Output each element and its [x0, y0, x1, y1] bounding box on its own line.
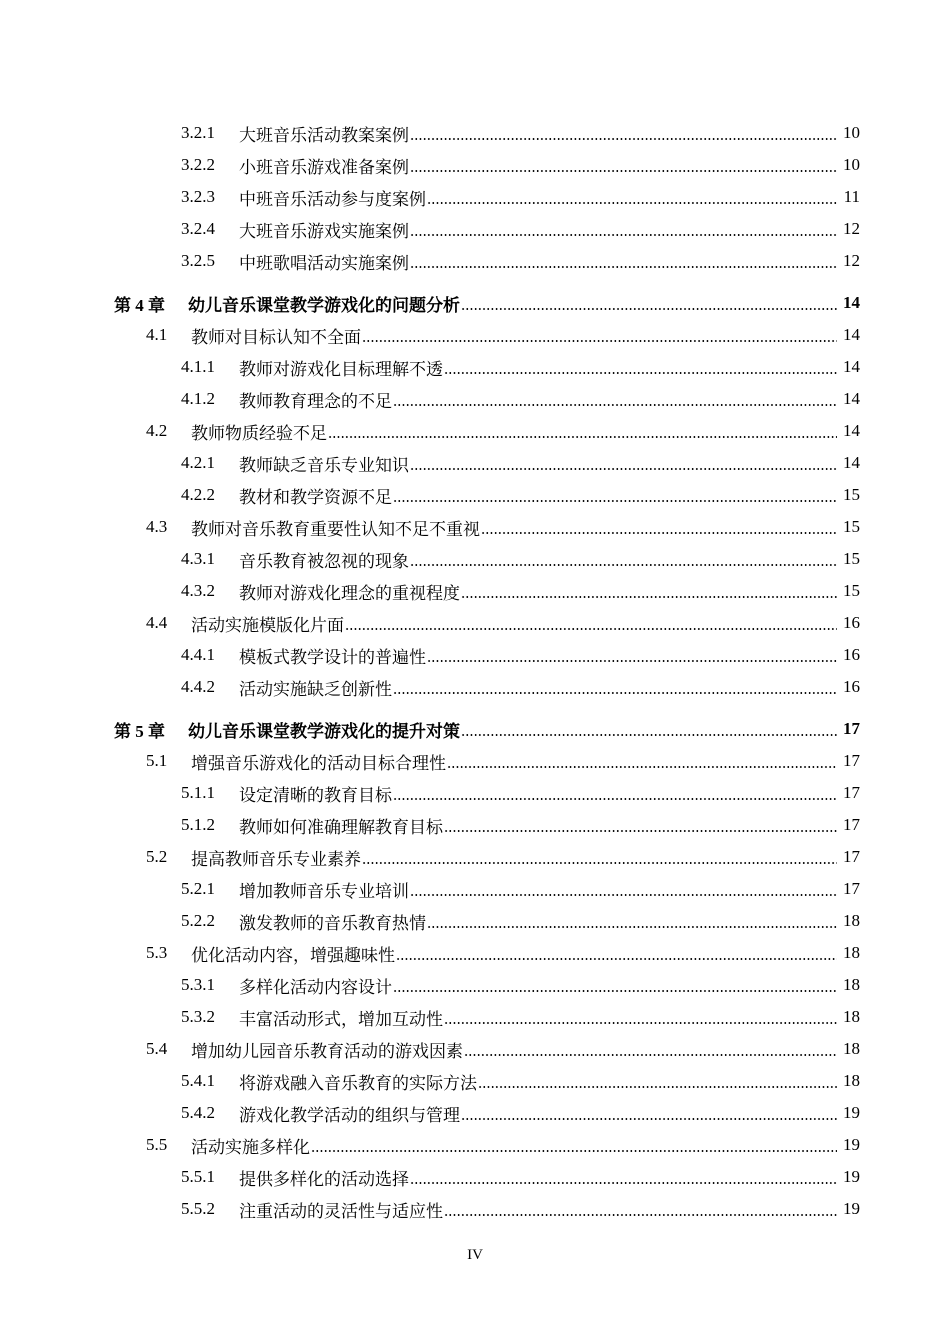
- toc-entry-page: 14: [843, 421, 860, 440]
- toc-entry-title: 活动实施模版化片面: [191, 615, 344, 635]
- toc-subsection-entry[interactable]: [0, 873, 950, 905]
- toc-entry-page: 18: [843, 1071, 860, 1090]
- toc-entry-number: 5.1: [146, 751, 168, 770]
- toc-dot-leader: [478, 1073, 837, 1089]
- toc-entry-title: 教材和教学资源不足: [239, 487, 392, 507]
- toc-entry-title: 提供多样化的活动选择: [239, 1169, 409, 1189]
- toc-entry-title: 增加教师音乐专业培训: [239, 881, 409, 901]
- toc-subsection-entry[interactable]: [0, 671, 950, 703]
- toc-entry-number: 4.4.2: [181, 677, 215, 696]
- toc-subsection-entry[interactable]: [0, 969, 950, 1001]
- toc-entry-number: 4.3: [146, 517, 168, 536]
- toc-entry-page: 17: [843, 783, 860, 802]
- toc-entry-page: 17: [843, 751, 860, 770]
- toc-section-entry[interactable]: [0, 1129, 950, 1161]
- toc-dot-leader: [444, 1009, 837, 1025]
- toc-entry-number: 5.3.2: [181, 1007, 215, 1026]
- toc-entry-number: 3.2.2: [181, 155, 215, 174]
- toc-entry-title: 提高教师音乐专业素养: [191, 849, 361, 869]
- toc-chapter-entry[interactable]: [0, 287, 950, 319]
- toc-entry-title: 教师对目标认知不全面: [191, 327, 361, 347]
- toc-entry-number: 4.3.2: [181, 581, 215, 600]
- toc-entry-number: 5.5.1: [181, 1167, 215, 1186]
- toc-subsection-entry[interactable]: [0, 351, 950, 383]
- toc-subsection-entry[interactable]: [0, 1097, 950, 1129]
- toc-subsection-entry[interactable]: [0, 639, 950, 671]
- toc-subsection-entry[interactable]: [0, 149, 950, 181]
- toc-entry-title: 活动实施多样化: [191, 1137, 310, 1157]
- toc-entry-title: 游戏化教学活动的组织与管理: [239, 1105, 460, 1125]
- toc-entry-page: 15: [843, 581, 860, 600]
- toc-subsection-entry[interactable]: [0, 1065, 950, 1097]
- toc-dot-leader: [481, 519, 837, 535]
- toc-entry-page: 14: [843, 357, 860, 376]
- toc-dot-leader: [393, 487, 837, 503]
- toc-entry-number: 4.2.1: [181, 453, 215, 472]
- toc-entry-title: 小班音乐游戏准备案例: [239, 157, 409, 177]
- toc-dot-leader: [311, 1137, 837, 1153]
- toc-entry-page: 10: [843, 123, 860, 142]
- toc-entry-number: 3.2.4: [181, 219, 215, 238]
- toc-entry-page: 16: [843, 613, 860, 632]
- toc-entry-title: 教师缺乏音乐专业知识: [239, 455, 409, 475]
- toc-entry-title: 教师物质经验不足: [191, 423, 327, 443]
- toc-section-entry[interactable]: [0, 607, 950, 639]
- toc-subsection-entry[interactable]: [0, 543, 950, 575]
- toc-dot-leader: [410, 1169, 837, 1185]
- toc-entry-number: 5.1.1: [181, 783, 215, 802]
- toc-dot-leader: [461, 1105, 837, 1121]
- toc-entry-title: 音乐教育被忽视的现象: [239, 551, 409, 571]
- toc-entry-number: 4.2.2: [181, 485, 215, 504]
- toc-dot-leader: [461, 583, 837, 599]
- toc-entry-page: 16: [843, 677, 860, 696]
- toc-entry-title: 教师教育理念的不足: [239, 391, 392, 411]
- toc-dot-leader: [410, 125, 837, 141]
- toc-dot-leader: [362, 327, 837, 343]
- toc-entry-number: 5.4: [146, 1039, 168, 1058]
- toc-entry-page: 19: [843, 1199, 860, 1218]
- toc-dot-leader: [396, 945, 837, 961]
- toc-dot-leader: [410, 881, 837, 897]
- toc-entry-title: 教师对音乐教育重要性认知不足不重视: [191, 519, 480, 539]
- toc-entry-page: 11: [843, 187, 860, 206]
- toc-entry-title: 教师如何准确理解教育目标: [239, 817, 443, 837]
- toc-dot-leader: [410, 221, 837, 237]
- toc-dot-leader: [410, 551, 837, 567]
- page-number: IV: [467, 1247, 483, 1263]
- toc-chapter-entry[interactable]: [0, 713, 950, 745]
- toc-entry-page: 15: [843, 517, 860, 536]
- toc-entry-number: 5.2.2: [181, 911, 215, 930]
- toc-subsection-entry[interactable]: [0, 479, 950, 511]
- toc-entry-number: 4.4: [146, 613, 168, 632]
- toc-dot-leader: [410, 455, 837, 471]
- toc-entry-number: 5.5.2: [181, 1199, 215, 1218]
- toc-dot-leader: [393, 785, 837, 801]
- toc-entry-number: 4.3.1: [181, 549, 215, 568]
- toc-entry-page: 18: [843, 911, 860, 930]
- toc-entry-page: 14: [843, 325, 860, 344]
- toc-subsection-entry[interactable]: [0, 181, 950, 213]
- toc-entry-number: 5.1.2: [181, 815, 215, 834]
- toc-entry-number: 5.5: [146, 1135, 168, 1154]
- toc-subsection-entry[interactable]: [0, 809, 950, 841]
- toc-subsection-entry[interactable]: [0, 575, 950, 607]
- toc-dot-leader: [393, 391, 837, 407]
- toc-entry-page: 18: [843, 943, 860, 962]
- toc-entry-page: 19: [843, 1135, 860, 1154]
- toc-entry-title: 增加幼儿园音乐教育活动的游戏因素: [191, 1041, 463, 1061]
- toc-dot-leader: [345, 615, 837, 631]
- toc-dot-leader: [393, 977, 837, 993]
- toc-entry-number: 5.3.1: [181, 975, 215, 994]
- toc-entry-title: 中班歌唱活动实施案例: [239, 253, 409, 273]
- toc-dot-leader: [427, 913, 837, 929]
- toc-subsection-entry[interactable]: [0, 905, 950, 937]
- toc-entry-title: 注重活动的灵活性与适应性: [239, 1201, 443, 1221]
- toc-section-entry[interactable]: [0, 745, 950, 777]
- toc-entry-page: 14: [843, 453, 860, 472]
- toc-entry-title: 增强音乐游戏化的活动目标合理性: [191, 753, 446, 773]
- toc-dot-leader: [410, 157, 837, 173]
- toc-entry-number: 4.1.2: [181, 389, 215, 408]
- toc-entry-title: 教师对游戏化理念的重视程度: [239, 583, 460, 603]
- toc-entry-title: 模板式教学设计的普遍性: [239, 647, 426, 667]
- toc-entry-number: 4.1: [146, 325, 168, 344]
- toc-entry-page: 10: [843, 155, 860, 174]
- toc-entry-page: 18: [843, 1007, 860, 1026]
- toc-entry-page: 17: [843, 719, 860, 738]
- toc-entry-page: 17: [843, 879, 860, 898]
- toc-entry-title: 激发教师的音乐教育热情: [239, 913, 426, 933]
- toc-entry-title: 幼儿音乐课堂教学游戏化的问题分析: [188, 295, 460, 315]
- toc-entry-page: 18: [843, 975, 860, 994]
- toc-entry-title: 教师对游戏化目标理解不透: [239, 359, 443, 379]
- toc-subsection-entry[interactable]: [0, 1161, 950, 1193]
- toc-dot-leader: [328, 423, 837, 439]
- toc-entry-page: 19: [843, 1103, 860, 1122]
- toc-entry-page: 12: [843, 251, 860, 270]
- toc-entry-page: 15: [843, 485, 860, 504]
- toc-entry-number: 3.2.3: [181, 187, 215, 206]
- toc-subsection-entry[interactable]: [0, 383, 950, 415]
- toc-entry-number: 4.4.1: [181, 645, 215, 664]
- toc-subsection-entry[interactable]: [0, 777, 950, 809]
- toc-entry-title: 活动实施缺乏创新性: [239, 679, 392, 699]
- toc-subsection-entry[interactable]: [0, 117, 950, 149]
- toc-entry-page: 14: [843, 389, 860, 408]
- toc-entry-number: 5.2.1: [181, 879, 215, 898]
- toc-entry-title: 丰富活动形式，增加互动性: [239, 1009, 443, 1029]
- toc-entry-number: 4.2: [146, 421, 168, 440]
- toc-entry-title: 将游戏融入音乐教育的实际方法: [239, 1073, 477, 1093]
- toc-dot-leader: [410, 253, 837, 269]
- toc-entry-number: 5.3: [146, 943, 168, 962]
- toc-subsection-entry[interactable]: [0, 213, 950, 245]
- toc-entry-page: 12: [843, 219, 860, 238]
- toc-entry-title: 幼儿音乐课堂教学游戏化的提升对策: [188, 721, 460, 741]
- toc-dot-leader: [362, 849, 837, 865]
- table-of-contents: [0, 117, 950, 1225]
- toc-entry-page: 17: [843, 847, 860, 866]
- toc-entry-number: 5.4.2: [181, 1103, 215, 1122]
- toc-section-entry[interactable]: [0, 937, 950, 969]
- toc-entry-page: 18: [843, 1039, 860, 1058]
- toc-dot-leader: [461, 295, 837, 311]
- toc-dot-leader: [444, 817, 837, 833]
- toc-entry-number: 第 4 章: [114, 295, 165, 315]
- toc-dot-leader: [427, 647, 837, 663]
- toc-dot-leader: [447, 753, 837, 769]
- toc-entry-number: 3.2.1: [181, 123, 215, 142]
- toc-entry-number: 3.2.5: [181, 251, 215, 270]
- toc-entry-title: 大班音乐活动教案案例: [239, 125, 409, 145]
- toc-entry-page: 19: [843, 1167, 860, 1186]
- toc-section-entry[interactable]: [0, 319, 950, 351]
- toc-dot-leader: [444, 359, 837, 375]
- toc-entry-number: 5.2: [146, 847, 168, 866]
- toc-section-entry[interactable]: [0, 415, 950, 447]
- toc-entry-title: 设定清晰的教育目标: [239, 785, 392, 805]
- toc-entry-page: 14: [843, 293, 860, 312]
- toc-subsection-entry[interactable]: [0, 1001, 950, 1033]
- toc-entry-title: 大班音乐游戏实施案例: [239, 221, 409, 241]
- toc-section-entry[interactable]: [0, 511, 950, 543]
- toc-dot-leader: [464, 1041, 837, 1057]
- toc-entry-page: 16: [843, 645, 860, 664]
- toc-entry-number: 5.4.1: [181, 1071, 215, 1090]
- toc-entry-title: 优化活动内容，增强趣味性: [191, 945, 395, 965]
- toc-section-entry[interactable]: [0, 841, 950, 873]
- toc-section-entry[interactable]: [0, 1033, 950, 1065]
- toc-entry-page: 17: [843, 815, 860, 834]
- toc-dot-leader: [444, 1201, 837, 1217]
- toc-dot-leader: [427, 189, 837, 205]
- toc-dot-leader: [393, 679, 837, 695]
- toc-entry-number: 第 5 章: [114, 721, 165, 741]
- toc-subsection-entry[interactable]: [0, 1193, 950, 1225]
- toc-entry-title: 中班音乐活动参与度案例: [239, 189, 426, 209]
- toc-entry-number: 4.1.1: [181, 357, 215, 376]
- toc-subsection-entry[interactable]: [0, 447, 950, 479]
- toc-dot-leader: [461, 721, 837, 737]
- toc-subsection-entry[interactable]: [0, 245, 950, 277]
- toc-entry-title: 多样化活动内容设计: [239, 977, 392, 997]
- toc-entry-page: 15: [843, 549, 860, 568]
